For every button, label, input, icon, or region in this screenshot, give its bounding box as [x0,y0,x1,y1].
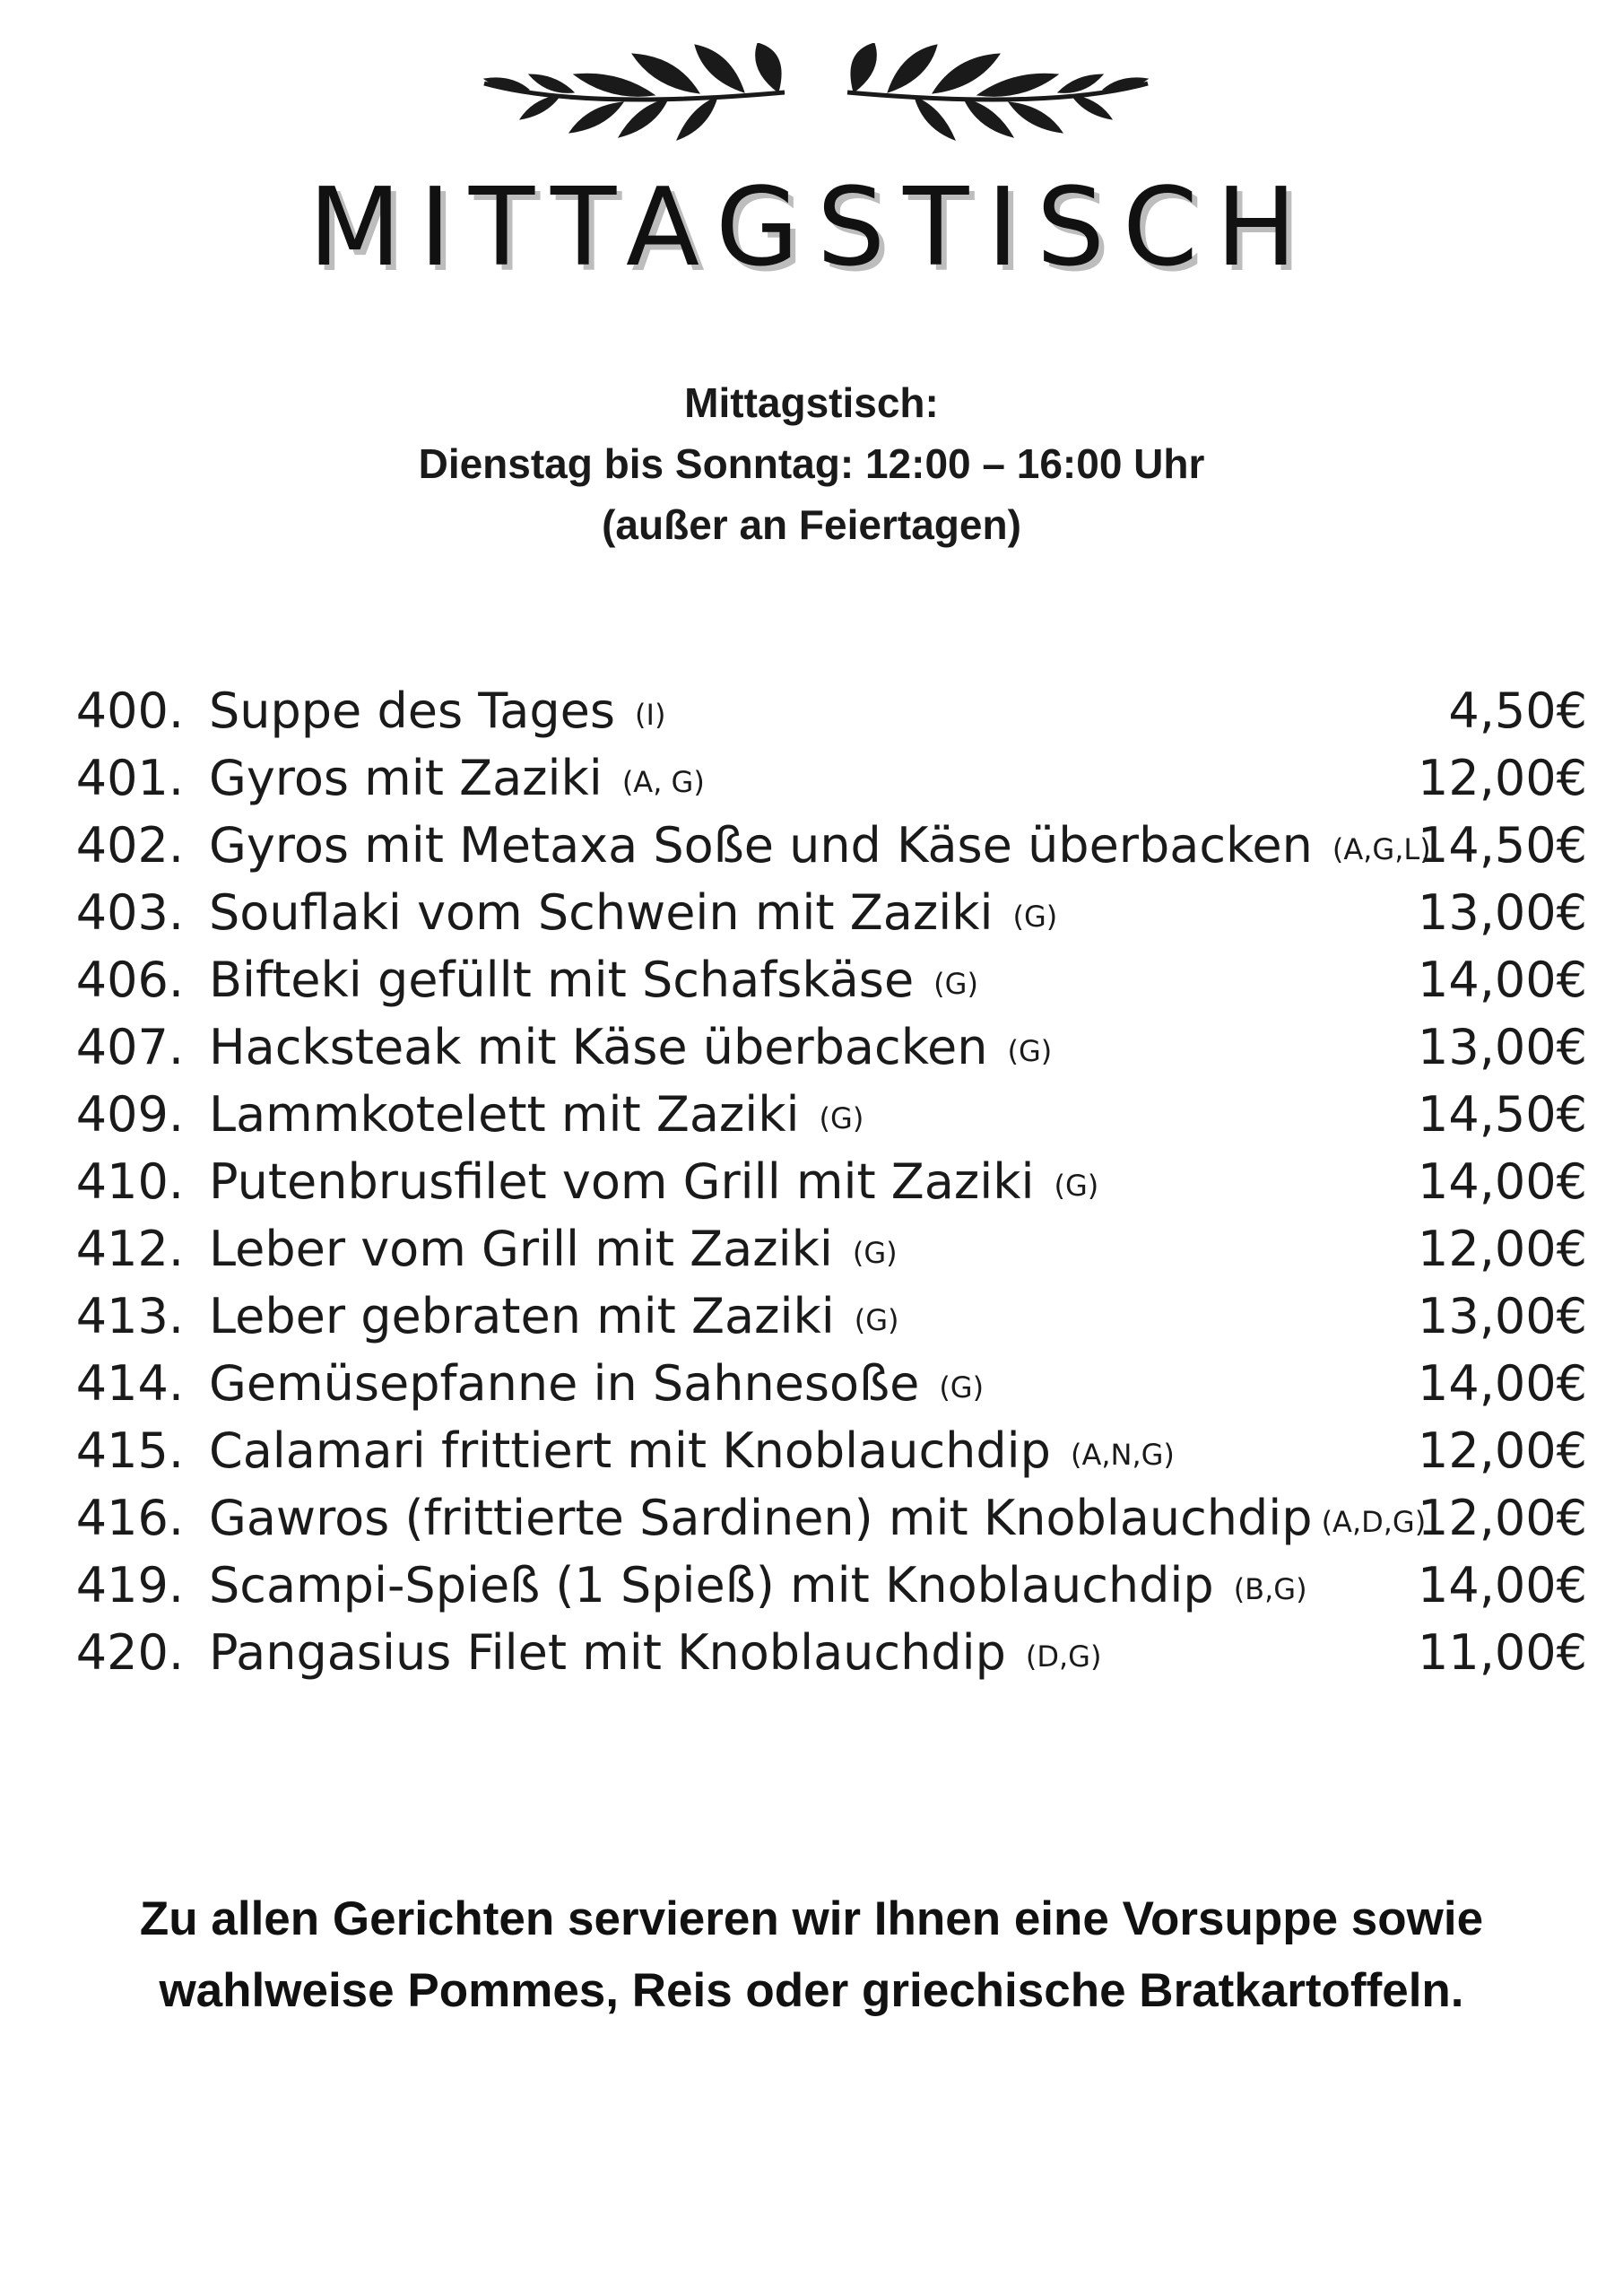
item-number: 403. [75,884,184,941]
menu-item [63,677,1587,744]
menu-item [63,1081,1587,1148]
laurel-ornament [475,43,1157,142]
item-price: 12,00€ [1418,1221,1587,1277]
item-number: 416. [75,1490,184,1546]
item-name-wrap [209,1215,898,1287]
item-name: Scampi-Spieß (1 Spieß) mit Knoblauchdip [209,1557,1214,1613]
item-price: 12,00€ [1418,1490,1587,1546]
item-name-wrap [209,1417,1175,1489]
item-name-wrap [209,1619,1101,1691]
item-number: 410. [75,1153,184,1210]
hours-note: (außer an Feiertagen) [602,501,1021,548]
item-price: 13,00€ [1418,884,1587,941]
item-allergens: (G) [852,1236,898,1270]
item-price: 14,00€ [1418,1153,1587,1210]
item-name: Gyros mit Zaziki [209,750,603,806]
menu-item [63,946,1587,1013]
item-allergens: (A,N,G) [1070,1438,1175,1472]
item-number: 401. [75,750,184,806]
page-title: MITTAGSTISCH [308,166,1315,291]
item-number: 402. [75,817,184,874]
item-name: Pangasius Filet mit Knoblauchdip [209,1624,1006,1681]
footer-note [0,1883,1623,2027]
item-number: 414. [75,1355,184,1412]
item-allergens: (A, G) [621,765,705,799]
item-name: Putenbrusfilet vom Grill mit Zaziki [209,1153,1035,1210]
menu-list [63,677,1587,1686]
item-name: Gawros (frittierte Sardinen) mit Knoblauchdip [209,1490,1313,1546]
item-name-wrap [209,1350,984,1422]
item-price: 13,00€ [1418,1019,1587,1075]
item-name: Hacksteak mit Käse überbacken [209,1019,988,1075]
menu-item [63,1283,1587,1350]
item-price: 13,00€ [1418,1288,1587,1344]
menu-item [63,1484,1587,1552]
item-price: 11,00€ [1418,1624,1587,1681]
item-name: Calamari frittiert mit Knoblauchdip [209,1422,1051,1479]
item-name-wrap [209,1148,1098,1220]
item-name: Leber vom Grill mit Zaziki [209,1221,833,1277]
hours-days: Dienstag bis Sonntag: 12:00 – 16:00 Uhr [418,440,1205,487]
item-allergens: (G) [933,967,978,1001]
item-number: 412. [75,1221,184,1277]
item-name: Gemüsepfanne in Sahnesoße [209,1355,920,1412]
item-price: 14,00€ [1418,952,1587,1008]
item-allergens: (A,D,G) [1321,1505,1427,1539]
item-name: Bifteki gefüllt mit Schafskäse [209,952,915,1008]
item-price: 14,50€ [1418,1086,1587,1143]
item-allergens: (D,G) [1025,1639,1102,1674]
item-name-wrap [209,1081,864,1152]
opening-hours [0,372,1623,555]
item-price: 14,00€ [1418,1557,1587,1613]
item-name: Suppe des Tages [209,683,616,739]
menu-item [63,1148,1587,1215]
item-name-wrap [209,744,705,816]
item-number: 419. [75,1557,184,1613]
menu-item [63,1215,1587,1283]
item-allergens: (G) [1012,900,1058,934]
item-allergens: (G) [1007,1034,1053,1068]
laurel-branch-right-icon [847,43,1148,140]
item-number: 420. [75,1624,184,1681]
item-number: 413. [75,1288,184,1344]
item-number: 407. [75,1019,184,1075]
item-name-wrap [209,812,1431,883]
footer-line: Zu allen Gerichten servieren wir Ihnen eine Vorsuppe sowie [139,1892,1484,1945]
menu-item [63,812,1587,879]
laurel-branch-left-icon [484,43,785,140]
item-name-wrap [209,946,978,1018]
item-price: 14,00€ [1418,1355,1587,1412]
item-price: 4,50€ [1448,683,1587,739]
item-allergens: (G) [819,1101,864,1135]
item-allergens: (I) [635,698,666,732]
item-allergens: (G) [939,1370,985,1405]
item-number: 400. [75,683,184,739]
item-name-wrap [209,677,665,749]
menu-item [63,1417,1587,1484]
item-allergens: (B,G) [1233,1572,1307,1606]
item-name-wrap [209,879,1057,951]
item-name: Gyros mit Metaxa Soße und Käse überbacken [209,817,1313,874]
item-price: 12,00€ [1418,750,1587,806]
item-number: 415. [75,1422,184,1479]
item-name-wrap [209,1552,1307,1623]
menu-item [63,744,1587,812]
item-name-wrap [209,1283,899,1354]
menu-item [63,879,1587,946]
item-number: 409. [75,1086,184,1143]
menu-item [63,1350,1587,1417]
menu-item [63,1013,1587,1081]
menu-item [63,1552,1587,1619]
item-name-wrap [209,1484,1426,1556]
item-name: Leber gebraten mit Zaziki [209,1288,835,1344]
item-number: 406. [75,952,184,1008]
item-name-wrap [209,1013,1052,1085]
item-allergens: (A,G,L) [1332,832,1431,866]
item-allergens: (G) [1054,1169,1099,1203]
item-name: Souflaki vom Schwein mit Zaziki [209,884,994,941]
menu-item [63,1619,1587,1686]
item-name: Lammkotelett mit Zaziki [209,1086,800,1143]
item-price: 12,00€ [1418,1422,1587,1479]
item-allergens: (G) [854,1303,899,1337]
footer-line: wahlweise Pommes, Reis oder griechische Bratkartoffeln. [159,1964,1464,2017]
hours-heading: Mittagstisch: [684,379,939,426]
item-price: 14,50€ [1418,817,1587,874]
